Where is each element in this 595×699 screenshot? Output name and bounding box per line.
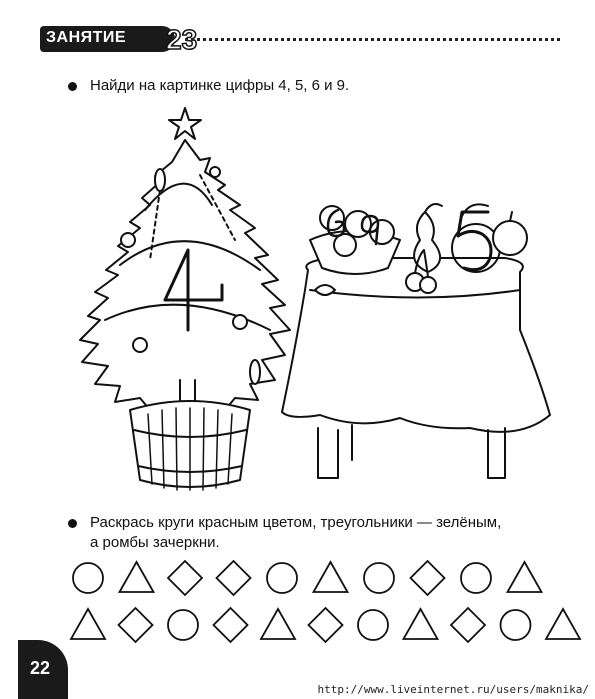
task-2-text-line2: а ромбы зачеркни. (90, 534, 220, 551)
page-number-tab (18, 640, 68, 699)
diamond-shape (214, 608, 248, 642)
circle-shape (73, 563, 103, 593)
diamond-shape (168, 561, 202, 595)
triangle-shape (404, 609, 438, 639)
lesson-label: ЗАНЯТИЕ (46, 29, 127, 46)
circle-shape (168, 610, 198, 640)
watermark-url: http://www.liveinternet.ru/users/maknika/ (317, 683, 589, 696)
task-1-text: Найди на картинке цифры 4, 5, 6 и 9. (90, 77, 350, 94)
task-2-text-line1: Раскрась круги красным цветом, треугольники — зелёным, (90, 514, 502, 531)
circle-shape (358, 610, 388, 640)
diamond-shape (217, 561, 251, 595)
circle-shape (267, 563, 297, 593)
circle-shape (461, 563, 491, 593)
page-number: 22 (30, 658, 51, 678)
triangle-shape (261, 609, 295, 639)
circle-shape (364, 563, 394, 593)
lesson-number: 23 (166, 24, 198, 55)
triangle-shape (314, 562, 348, 592)
triangle-shape (546, 609, 580, 639)
triangle-shape (120, 562, 154, 592)
diamond-shape (119, 608, 153, 642)
circle-shape (501, 610, 531, 640)
diamond-shape (451, 608, 485, 642)
diamond-shape (309, 608, 343, 642)
triangle-shape (71, 609, 105, 639)
triangle-shape (508, 562, 542, 592)
diamond-shape (411, 561, 445, 595)
